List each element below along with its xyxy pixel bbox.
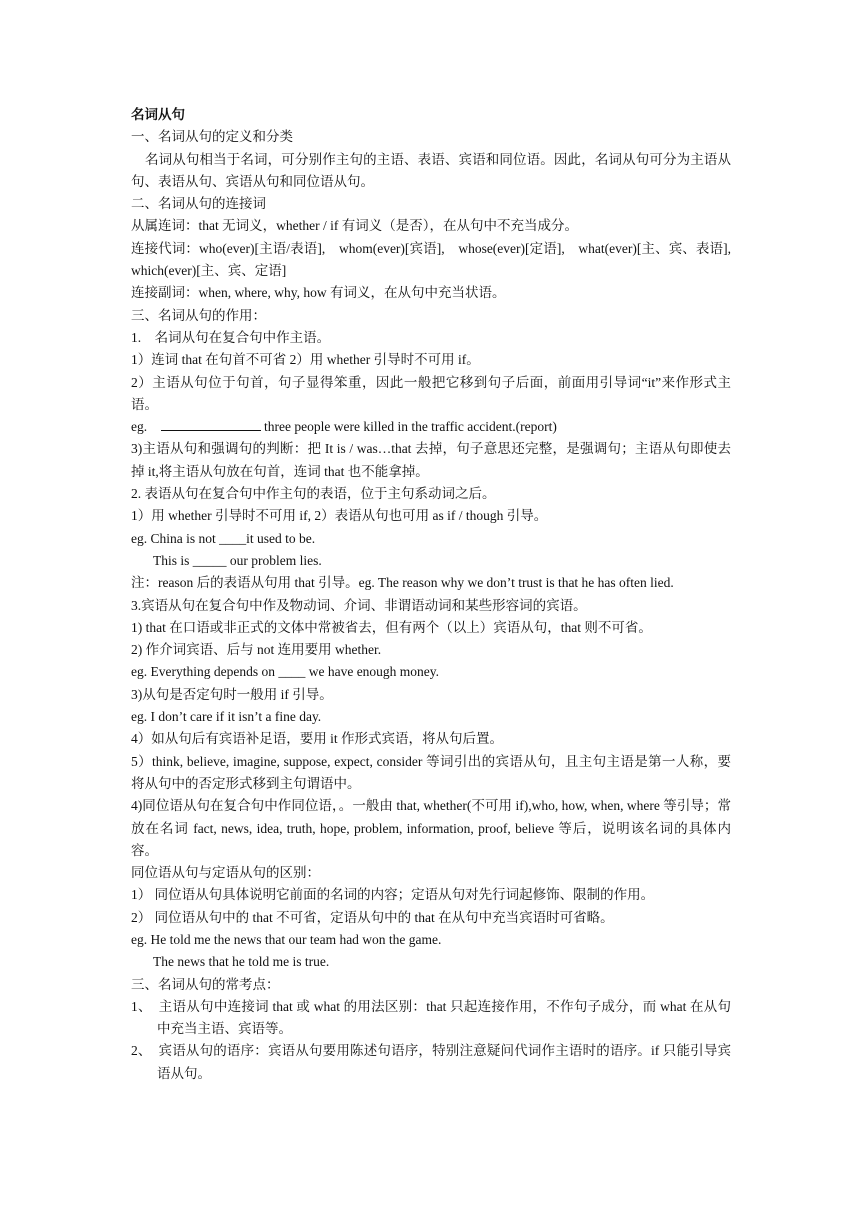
paragraph-definition: 名词从句相当于名词，可分别作主句的主语、表语、宾语和同位语。因此，名词从句可分为主语从句、表语从句、宾语从句和同位语从句。 xyxy=(131,151,731,189)
text-line: 连接副词：when, where, why, how 有词义，在从句中充当状语。 xyxy=(131,285,506,301)
text-line: 2）主语从句位于句首，句子显得笨重，因此一般把它移到句子后面，前面用引导词“it”来作形式主语。 xyxy=(131,374,731,412)
section-heading-3: 三、名词从句的作用： xyxy=(131,307,266,323)
document-body xyxy=(131,104,745,1085)
example-line: eg. I don’t care if it isn’t a fine day. xyxy=(131,709,322,725)
text-line: 5）think, believe, imagine, suppose, expect, consider 等词引出的宾语从句，且主句主语是第一人称，要将从句中的否定形式移到主句谓语中。 xyxy=(131,753,731,791)
text-line: 3)主语从句和强调句的判断：把 It is / was…that 去掉，句子意思还完整，是强调句；主语从句即使去掉 it,将主语从句放在句首，连词 that 也不能拿掉。 xyxy=(131,441,731,479)
example-text: three people were killed in the traffic accident.(report) xyxy=(264,419,557,435)
example-line: eg. He told me the news that our team had won the game. xyxy=(131,931,442,947)
example-line: The news that he told me is true. xyxy=(153,954,330,970)
example-line: This is _____ our problem lies. xyxy=(153,552,322,568)
text-line: 同位语从句与定语从句的区别： xyxy=(131,865,320,881)
example-line: eg. Everything depends on ____ we have enough money. xyxy=(131,664,440,680)
section-heading-4: 三、名词从句的常考点： xyxy=(131,976,280,992)
text-line: 从属连词：that 无词义，whether / if 有词义（是否），在从句中不充当成分。 xyxy=(131,218,578,234)
fill-blank xyxy=(161,416,261,431)
note-line: 注：reason 后的表语从句用 that 引导。eg. The reason why we don’t trust is that he has often lied. xyxy=(131,575,674,591)
text-line: 4）如从句后有宾语补足语，要用 it 作形式宾语，将从句后置。 xyxy=(131,731,504,747)
list-item: 2、 宾语从句的语序：宾语从句要用陈述句语序，特别注意疑问代词作主语时的语序。if 只能引导宾语从句。 xyxy=(131,1043,731,1081)
text-line: 4)同位语从句在复合句中作同位语，。一般由 that, whether(不可用 if),who, how, when, where 等引导；常放在名词 fact, news, idea, truth, hope, problem, information, proof, believe 等后，说明该名词的具体内容。 xyxy=(131,798,731,858)
text-line: 2) 作介词宾语、后与 not 连用要用 whether. xyxy=(131,642,382,658)
text-line: 1） 同位语从句具体说明它前面的名词的内容；定语从句对先行词起修饰、限制的作用。 xyxy=(131,887,655,903)
section-heading-2: 二、名词从句的连接词 xyxy=(131,196,266,212)
example-label: eg. xyxy=(131,419,148,435)
text-line: 1) that 在口语或非正式的文体中常被省去，但有两个（以上）宾语从句，that 则不可省。 xyxy=(131,619,652,635)
list-item: 1、 主语从句中连接词 that 或 what 的用法区别：that 只起连接作用，不作句子成分，而 what 在从句中充当主语、宾语等。 xyxy=(131,998,731,1037)
text-line: 3.宾语从句在复合句中作及物动词、介词、非谓语动词和某些形容词的宾语。 xyxy=(131,597,587,613)
text-line: 1）用 whether 引导时不可用 if, 2）表语从句也可用 as if / though 引导。 xyxy=(131,508,548,524)
document-title: 名词从句 xyxy=(131,107,185,122)
section-heading-1: 一、名词从句的定义和分类 xyxy=(131,129,293,145)
example-line xyxy=(131,416,731,438)
example-line: eg. China is not ____it used to be. xyxy=(131,530,316,546)
text-line: 3)从句是否定句时一般用 if 引导。 xyxy=(131,686,333,702)
text-line: 连接代词：who(ever)[主语/表语], whom(ever)[宾语], whose(ever)[定语], what(ever)[主、宾、表语], which(ever)[主、宾、定语] xyxy=(131,240,745,279)
text-line: 1）连词 that 在句首不可省 2）用 whether 引导时不可用 if。 xyxy=(131,352,480,368)
text-line: 2. 表语从句在复合句中作主句的表语，位于主句系动词之后。 xyxy=(131,486,496,502)
text-line: 2） 同位语从句中的 that 不可省，定语从句中的 that 在从句中充当宾语时可省略。 xyxy=(131,909,614,925)
text-line: 1. 名词从句在复合句中作主语。 xyxy=(131,329,331,345)
